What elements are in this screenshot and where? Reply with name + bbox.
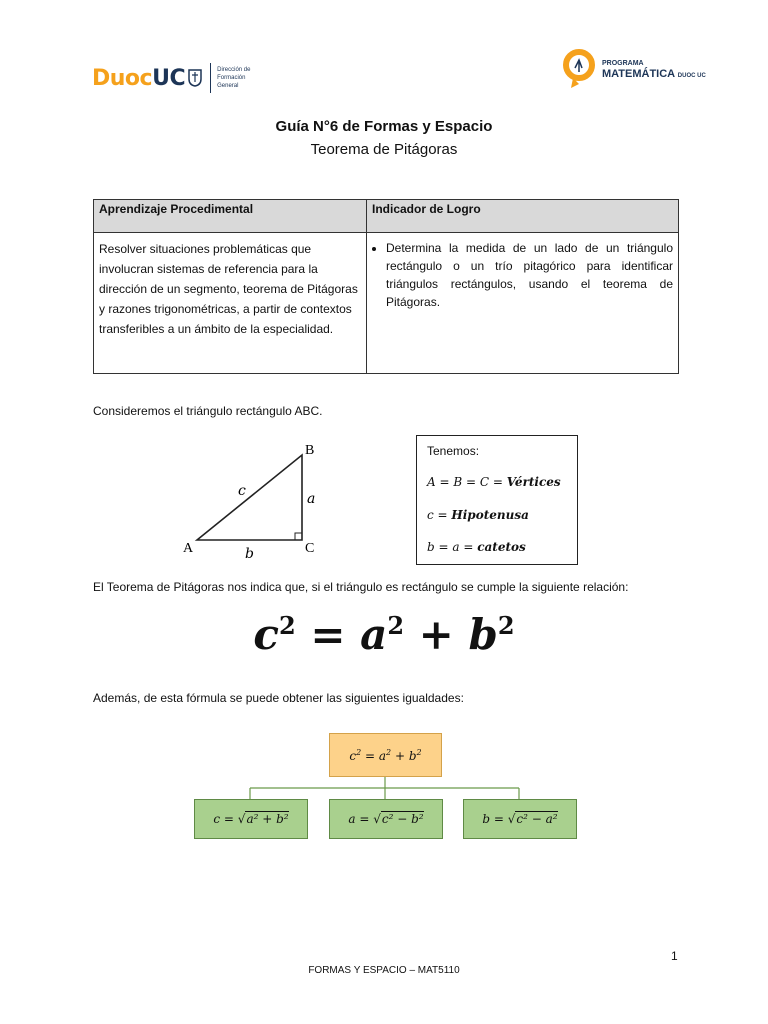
table-row <box>94 233 679 374</box>
page-number: 1 <box>671 949 678 963</box>
logo-matematica-text: MATEMÁTICA DUOC UC <box>602 68 706 80</box>
objectives-table <box>93 199 679 374</box>
indicator-bullet: • Determina la medida de un lado de un triángulo rectángulo o un trío pitagórico para identificar triángulos rectángulos, usando el teorema de Pitágoras. <box>386 239 673 311</box>
side-a-label: a <box>307 491 316 507</box>
derived-text: Además, de esta fórmula se puede obtener las siguientes igualdades: <box>93 691 464 705</box>
definitions-box <box>416 435 578 565</box>
logo-uc-text: UC <box>152 65 186 91</box>
diagram-child-b: b = √c² − a² <box>463 799 577 839</box>
table-header-row <box>94 200 679 233</box>
vertex-c-label: C <box>305 541 315 556</box>
definition-hipotenusa: c = Hipotenusa <box>427 508 529 522</box>
logo-programa-text: PROGRAMA <box>602 60 644 67</box>
programa-matematica-logo <box>560 48 706 92</box>
triangle-shape <box>197 455 302 540</box>
definitions-heading: Tenemos: <box>427 444 480 458</box>
duoc-uc-logo <box>92 60 250 96</box>
crest-icon <box>188 69 202 87</box>
definition-catetos: b = a = catetos <box>427 540 526 554</box>
logo-subtitle: Dirección de Formación General <box>217 67 251 89</box>
side-b-label: b <box>245 546 254 562</box>
pythagorean-formula: $c^2 = a^2 + b^2$ <box>253 610 515 659</box>
col-header-aprendizaje: Aprendizaje Procedimental <box>94 200 367 233</box>
page-footer: FORMAS Y ESPACIO – MAT5110 <box>308 965 460 976</box>
vertex-a-label: A <box>183 541 194 556</box>
cell-aprendizaje: Resolver situaciones problemáticas que involucran sistemas de referencia para la dirección de un segmento, teorema de Pitágoras y razones trigonométricas, a partir de contextos transferibles a un ámbito de la especialidad. <box>94 233 367 374</box>
lightbulb-icon <box>560 48 598 92</box>
page-subtitle: Teorema de Pitágoras <box>310 141 458 158</box>
logo-divider <box>210 63 211 93</box>
cell-indicador <box>367 233 679 374</box>
vertex-b-label: B <box>305 443 315 458</box>
diagram-child-a: a = √c² − b² <box>329 799 443 839</box>
right-triangle-figure <box>175 440 335 565</box>
diagram-child-c: c = √a² + b² <box>194 799 308 839</box>
page-title: Guía N°6 de Formas y Espacio <box>275 118 493 135</box>
side-c-label: c <box>238 483 246 499</box>
diagram-root-formula: $c^2 = a^2 + b^2$ <box>329 733 442 777</box>
logo-duoc-text: Duoc <box>92 65 153 91</box>
col-header-indicador: Indicador de Logro <box>367 200 679 233</box>
definition-vertices: A = B = C = Vértices <box>427 475 561 489</box>
theorem-text: El Teorema de Pitágoras nos indica que, si el triángulo es rectángulo se cumple la siguiente relación: <box>93 580 629 594</box>
intro-text: Consideremos el triángulo rectángulo ABC. <box>93 404 323 418</box>
right-angle-marker <box>295 533 302 540</box>
